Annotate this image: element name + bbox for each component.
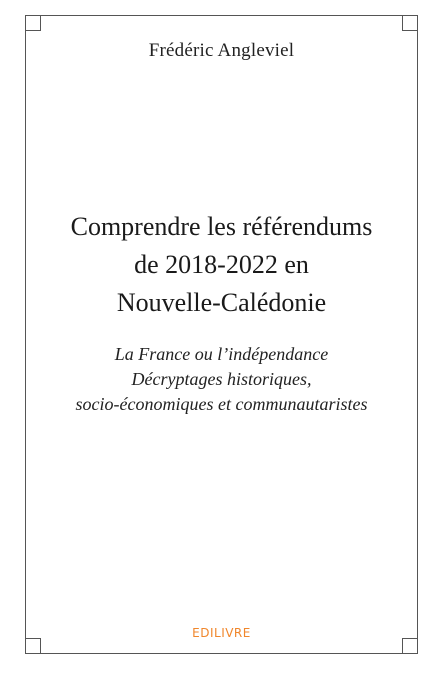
subtitle-line-2: Décryptages historiques, [131, 369, 312, 389]
title-line-2: de 2018-2022 en [134, 250, 309, 279]
frame-corner-bottom-right [403, 639, 418, 654]
frame-corner-top-left [26, 16, 41, 31]
book-subtitle [20, 342, 423, 417]
publisher-logo: EDILIVRE [192, 626, 251, 640]
frame-corner-top-right [403, 16, 418, 31]
title-line-1: Comprendre les référendums [70, 212, 373, 241]
subtitle-line-3: socio-économiques et communautaristes [75, 394, 368, 414]
subtitle-line-1: La France ou l’indépendance [114, 344, 329, 364]
author-name: Frédéric Angleviel [148, 40, 295, 61]
title-line-3: Nouvelle-Calédonie [116, 288, 327, 317]
book-title [20, 208, 423, 322]
frame-corner-bottom-left [26, 639, 41, 654]
